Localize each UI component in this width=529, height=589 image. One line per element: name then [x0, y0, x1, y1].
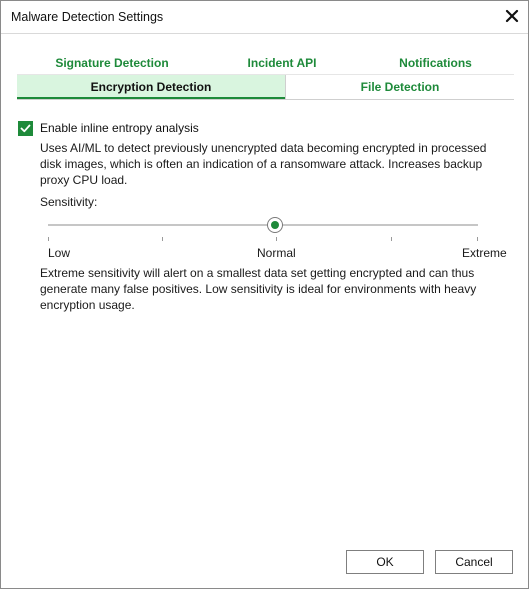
- slider-label-normal: Normal: [257, 246, 296, 260]
- slider-thumb[interactable]: [267, 217, 283, 233]
- tab-signature-detection[interactable]: Signature Detection: [55, 56, 169, 70]
- slider-tick: [391, 237, 392, 241]
- title-bar: [1, 1, 528, 34]
- ok-button[interactable]: OK: [346, 550, 424, 574]
- enable-entropy-checkbox[interactable]: [18, 121, 33, 136]
- sensitivity-slider[interactable]: [48, 215, 478, 237]
- close-icon: [502, 6, 522, 26]
- sensitivity-label: Sensitivity:: [40, 195, 98, 209]
- tab-notifications[interactable]: Notifications: [399, 56, 472, 70]
- tab-incident-api[interactable]: Incident API: [247, 56, 317, 70]
- sensitivity-note: Extreme sensitivity will alert on a smallest data set getting encrypted and can thus generate many false positives. Low sensitivity is ideal for environments with heavy encryption usage.: [40, 266, 477, 312]
- tab-row-2: [17, 75, 514, 100]
- close-button[interactable]: [502, 6, 522, 26]
- checkmark-icon: [20, 123, 31, 134]
- entropy-description: Uses AI/ML to detect previously unencrypted data becoming encrypted in processed disk images, which is often an indication of a ransomware attack. Increases backup proxy CPU load.: [40, 141, 487, 187]
- tab-row-1: [17, 51, 514, 75]
- cancel-button[interactable]: Cancel: [435, 550, 513, 574]
- enable-entropy-label[interactable]: Enable inline entropy analysis: [40, 121, 199, 135]
- slider-tick: [477, 237, 478, 241]
- slider-label-extreme: Extreme: [462, 246, 507, 260]
- slider-label-low: Low: [48, 246, 71, 260]
- tab-file-detection[interactable]: File Detection: [285, 75, 514, 99]
- slider-tick: [48, 237, 49, 241]
- tab-encryption-detection[interactable]: Encryption Detection: [17, 75, 285, 99]
- slider-thumb-dot: [271, 221, 279, 229]
- slider-tick: [276, 237, 277, 241]
- slider-tick: [162, 237, 163, 241]
- slider-track: [48, 224, 478, 226]
- dialog-title: Malware Detection Settings: [11, 10, 164, 24]
